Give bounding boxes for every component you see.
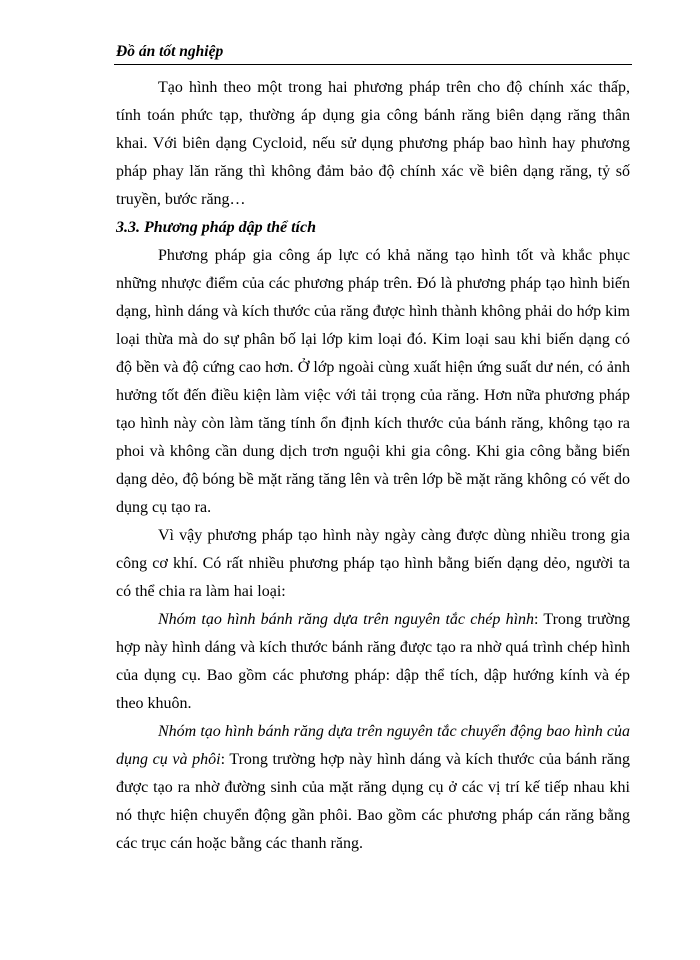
page-header-title: Đồ án tốt nghiệp: [116, 43, 224, 60]
paragraph-classification: Vì vậy phương pháp tạo hình này ngày càng được dùng nhiều trong gia công cơ khí. Có rất nhiều phương pháp tạo hình bằng biến dạng dẻo, người ta có thể chia ra làm hai loại:: [116, 527, 630, 600]
header-divider: [114, 64, 632, 65]
copy-forming-term: Nhóm tạo hình bánh răng dựa trên nguyên tắc chép hình: [158, 611, 535, 628]
paragraph-intro: Tạo hình theo một trong hai phương pháp trên cho độ chính xác thấp, tính toán phức tạp, thường áp dụng gia công bánh răng biên dạng răng thân khai. Với biên dạng Cycloid, nếu sử dụng phương pháp bao hình hay phương pháp phay lăn răng thì không đảm bảo độ chính xác về biên dạng răng, tỷ số truyền, bước răng…: [116, 79, 630, 208]
generating-forming-description: : Trong trường hợp này hình dáng và kích thước của bánh răng được tạo ra nhờ đường sinh của mặt răng dụng cụ ở các vị trí kế tiếp nhau khi nó thực hiện chuyển động gần phôi. Bao gồm các phương pháp cán răng bằng các trục cán hoặc bằng các thanh răng.: [116, 751, 630, 852]
section-heading: 3.3. Phương pháp dập thể tích: [116, 219, 316, 236]
paragraph-pressure-forming: Phương pháp gia công áp lực có khả năng tạo hình tốt và khắc phục những nhược điểm của các phương pháp trên. Đó là phương pháp tạo hình biến dạng, hình dáng và kích thước của răng được hình thành không phải do hớp kim loại thừa mà do sự phân bố lại lớp kim loại đó. Kim loại sau khi biến dạng có độ bền và độ cứng cao hơn. Ở lớp ngoài cùng xuất hiện ứng suất dư nén, có ảnh hưởng tốt đến điều kiện làm việc với tải trọng của răng. Hơn nữa phương pháp tạo hình này còn làm tăng tính ổn định kích thước của bánh răng, không tạo ra phoi và không cần dung dịch trơn nguội khi gia công. Khi gia công bằng biến dạng dẻo, độ bóng bề mặt răng tăng lên và trên lớp bề mặt răng không có vết do dụng cụ tạo ra.: [116, 247, 630, 516]
paragraph-generating-forming: [116, 718, 630, 858]
paragraph-copy-forming: [116, 606, 630, 718]
generating-forming-term: Nhóm tạo hình bánh răng dựa trên nguyên tắc chuyển động bao hình của dụng cụ và phôi: [116, 723, 630, 768]
copy-forming-description: : Trong trường hợp này hình dáng và kích thước bánh răng được tạo ra nhờ quá trình chép hình của dụng cụ. Bao gồm các phương pháp: dập thể tích, dập hướng kính và ép theo khuôn.: [116, 611, 630, 712]
document-body: [116, 74, 630, 858]
